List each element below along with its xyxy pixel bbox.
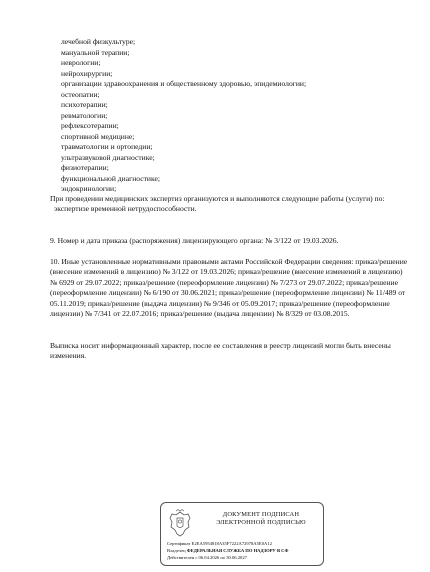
list-item: неврологии; — [61, 58, 101, 67]
certificate-line — [167, 541, 272, 547]
coat-of-arms-icon — [167, 509, 193, 539]
disclaimer: Выписка носит информационный характер, после ее составления в реестр лицензий могли быть внесены изменения. — [50, 341, 391, 361]
list-item: ревматологии; — [61, 110, 108, 120]
owner-value: ФЕДЕРАЛЬНАЯ СЛУЖБА ПО НАДЗОРУ В СФ — [186, 548, 289, 553]
stamp-title — [201, 511, 321, 527]
stamp-title-line2: ЭЛЕКТРОННОЙ ПОДПИСЬЮ — [216, 519, 306, 526]
certificate-label: Сертификат — [167, 541, 191, 546]
section-9: 9. Номер и дата приказа (распоряжения) лицензирующего органа: № 3/122 от 19.03.2026. — [50, 236, 339, 245]
certificate-value: E2EA5954818A35F7222A72978A5E0A12 — [191, 541, 272, 546]
electronic-signature-stamp — [160, 502, 324, 566]
list-item: остеопатии; — [61, 89, 100, 99]
list-item: мануальной терапии; — [61, 47, 130, 57]
specialty-list — [61, 37, 421, 195]
owner-line — [167, 548, 288, 554]
list-item: эндокринологии; — [61, 184, 117, 193]
list-item: ультразвуковой диагностике; — [61, 152, 155, 162]
list-item: лечебной физкультуре; — [61, 37, 136, 46]
expertise-item: экспертизе временной нетрудоспособности. — [54, 204, 197, 214]
list-item: организации здравоохранения и общественному здоровью, эпидемиологии; — [61, 79, 307, 88]
section-10: 10. Иные установленные нормативными правовыми актами Российской Федерации сведения: приказ/решение (внесение изменений в лицензию) № 3/122 от 19.03.2026; приказ/решение (внесение изменений в лицензию) № 6929 от 29.07.2022; приказ/решение (переоформление лицензии) № 7/273 от 29.07.2022; приказ/решение (переоформление лицензии) № 6/190 от 30.06.2021; приказ/решение (переоформление лицензии) № 11/489 от 05.11.2019; приказ/решение (выдача лицензии) № 9/346 от 05.09.2017; приказ/решение (переоформление лицензии) № 7/341 от 22.07.2016; приказ/решение (выдача лицензии) № 8/329 от 03.08.2015. — [50, 257, 408, 319]
list-item: функциональной диагностике; — [61, 173, 160, 183]
list-item: рефлексотерапии; — [61, 121, 119, 130]
list-item: спортивной медицине; — [61, 131, 135, 141]
stamp-title-line1: ДОКУМЕНТ ПОДПИСАН — [222, 511, 300, 518]
list-item: психотерапии; — [61, 100, 108, 109]
list-item: нейрохирургии; — [61, 68, 113, 78]
expertise-intro — [50, 194, 410, 215]
expertise-intro-text: При проведении медицинских экспертиз организуются и выполняются следующие работы (услуги) по: — [50, 194, 385, 203]
validity-line: Действителен с 06.04.2026 по 30.06.2027 — [167, 555, 247, 560]
owner-label: Владелец — [167, 548, 186, 553]
list-item: травматологии и ортопедии; — [61, 142, 153, 151]
list-item: физиотерапии; — [61, 163, 109, 172]
